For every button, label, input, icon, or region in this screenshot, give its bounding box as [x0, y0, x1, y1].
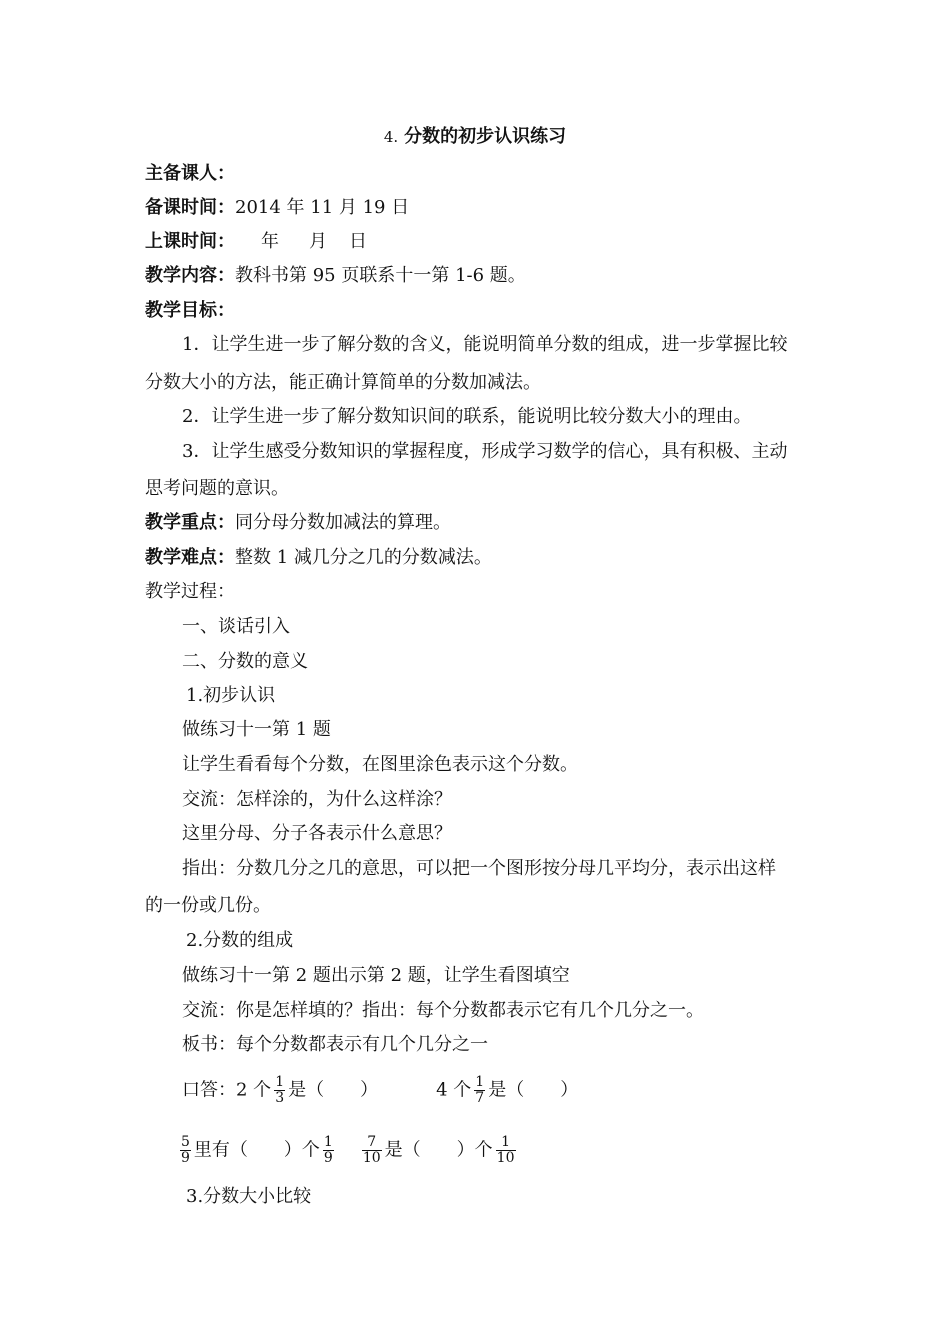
title-number: 4. [383, 128, 399, 146]
part-1-point-line-1: 指出：分数几分之几的意思，可以把一个图形按分母几平均分，表示出这样 [182, 858, 776, 879]
part-1-discussion: 交流：怎样涂的，为什么这样涂？ [182, 789, 452, 810]
page-title [0, 125, 950, 149]
oral-q4-text: 是（ ）个 [384, 1139, 493, 1161]
oral-q1-prefix: 2 个 [236, 1079, 272, 1101]
oral-label: 口答： [182, 1079, 236, 1101]
part-2-exercise: 做练习十一第 2 题出示第 2 题，让学生看图填空 [182, 965, 570, 986]
section-1: 一、谈话引入 [182, 616, 290, 637]
class-time-day: 日 [349, 231, 367, 252]
objective-1-line-1: 1．让学生进一步了解分数的含义，能说明简单分数的组成，进一步掌握比较 [182, 334, 788, 355]
fraction-denominator: 10 [362, 1150, 381, 1166]
objective-2: 2．让学生进一步了解分数知识间的联系，能说明比较分数大小的理由。 [182, 406, 752, 427]
class-time-label: 上课时间： [145, 231, 235, 252]
fraction-denominator: 10 [496, 1150, 515, 1166]
fraction-numerator: 7 [362, 1135, 382, 1151]
preparer-label: 主备课人： [145, 163, 235, 184]
fraction-5-9 [180, 1135, 191, 1166]
part-1-point-line-2: 的一份或几份。 [145, 895, 271, 916]
fraction-denominator: 3 [275, 1090, 285, 1106]
fraction-denominator: 9 [181, 1150, 190, 1166]
fraction-numerator: 1 [496, 1135, 516, 1151]
part-1-heading: 1.初步认识 [186, 685, 276, 706]
fraction-1-10 [496, 1135, 516, 1166]
prep-time-label: 备课时间： [145, 197, 235, 218]
part-3-heading: 3.分数大小比较 [186, 1186, 312, 1207]
objectives-label: 教学目标： [145, 300, 235, 321]
part-2-board: 板书：每个分数都表示有几个几分之一 [182, 1034, 488, 1055]
part-2-heading: 2.分数的组成 [186, 930, 294, 951]
fraction-1-7 [474, 1075, 485, 1106]
fraction-1-9 [323, 1135, 334, 1166]
key-point-label: 教学重点： [145, 512, 235, 533]
oral-q2-prefix: 4 个 [436, 1079, 472, 1101]
oral-row-2 [180, 1135, 519, 1166]
process-label: 教学过程： [145, 581, 235, 602]
title-text: 分数的初步认识练习 [404, 126, 567, 147]
objective-3-line-2: 思考问题的意识。 [145, 478, 289, 499]
class-time-row [145, 230, 367, 254]
section-2: 二、分数的意义 [182, 651, 308, 672]
part-1-instruction: 让学生看看每个分数，在图里涂色表示这个分数。 [182, 754, 578, 775]
objective-3-line-1: 3．让学生感受分数知识的掌握程度，形成学习数学的信心，具有积极、主动 [182, 441, 788, 462]
fraction-7-10 [362, 1135, 382, 1166]
fraction-numerator: 1 [475, 1074, 485, 1090]
fraction-numerator: 1 [275, 1074, 285, 1090]
oral-row-1 [182, 1075, 578, 1106]
oral-q1-suffix: 是（ ） [288, 1079, 379, 1101]
objective-1-line-2: 分数大小的方法，能正确计算简单的分数加减法。 [145, 372, 541, 393]
key-point-row [145, 511, 451, 535]
content-row [145, 264, 526, 288]
prep-time-row [145, 196, 409, 220]
content-value: 教科书第 95 页联系十一第 1-6 题。 [235, 265, 526, 286]
fraction-1-3 [274, 1075, 285, 1106]
prep-time-value: 2014 年 11 月 19 日 [235, 197, 410, 218]
difficulty-label: 教学难点： [145, 547, 235, 568]
oral-q3-text: 里有（ ）个 [193, 1139, 320, 1161]
fraction-numerator: 5 [181, 1134, 190, 1150]
part-2-discussion: 交流：你是怎样填的？指出：每个分数都表示它有几个几分之一。 [182, 1000, 704, 1021]
oral-q2-suffix: 是（ ） [488, 1079, 579, 1101]
difficulty-row [145, 546, 492, 570]
fraction-denominator: 9 [323, 1150, 333, 1166]
difficulty-value: 整数 1 减几分之几的分数减法。 [235, 547, 492, 568]
fraction-numerator: 1 [323, 1134, 333, 1150]
part-1-question: 这里分母、分子各表示什么意思？ [182, 823, 452, 844]
class-time-year: 年 [261, 231, 279, 252]
class-time-month: 月 [309, 231, 327, 252]
fraction-denominator: 7 [475, 1090, 485, 1106]
part-1-exercise: 做练习十一第 1 题 [182, 719, 331, 740]
key-point-value: 同分母分数加减法的算理。 [235, 512, 451, 533]
content-label: 教学内容： [145, 265, 235, 286]
